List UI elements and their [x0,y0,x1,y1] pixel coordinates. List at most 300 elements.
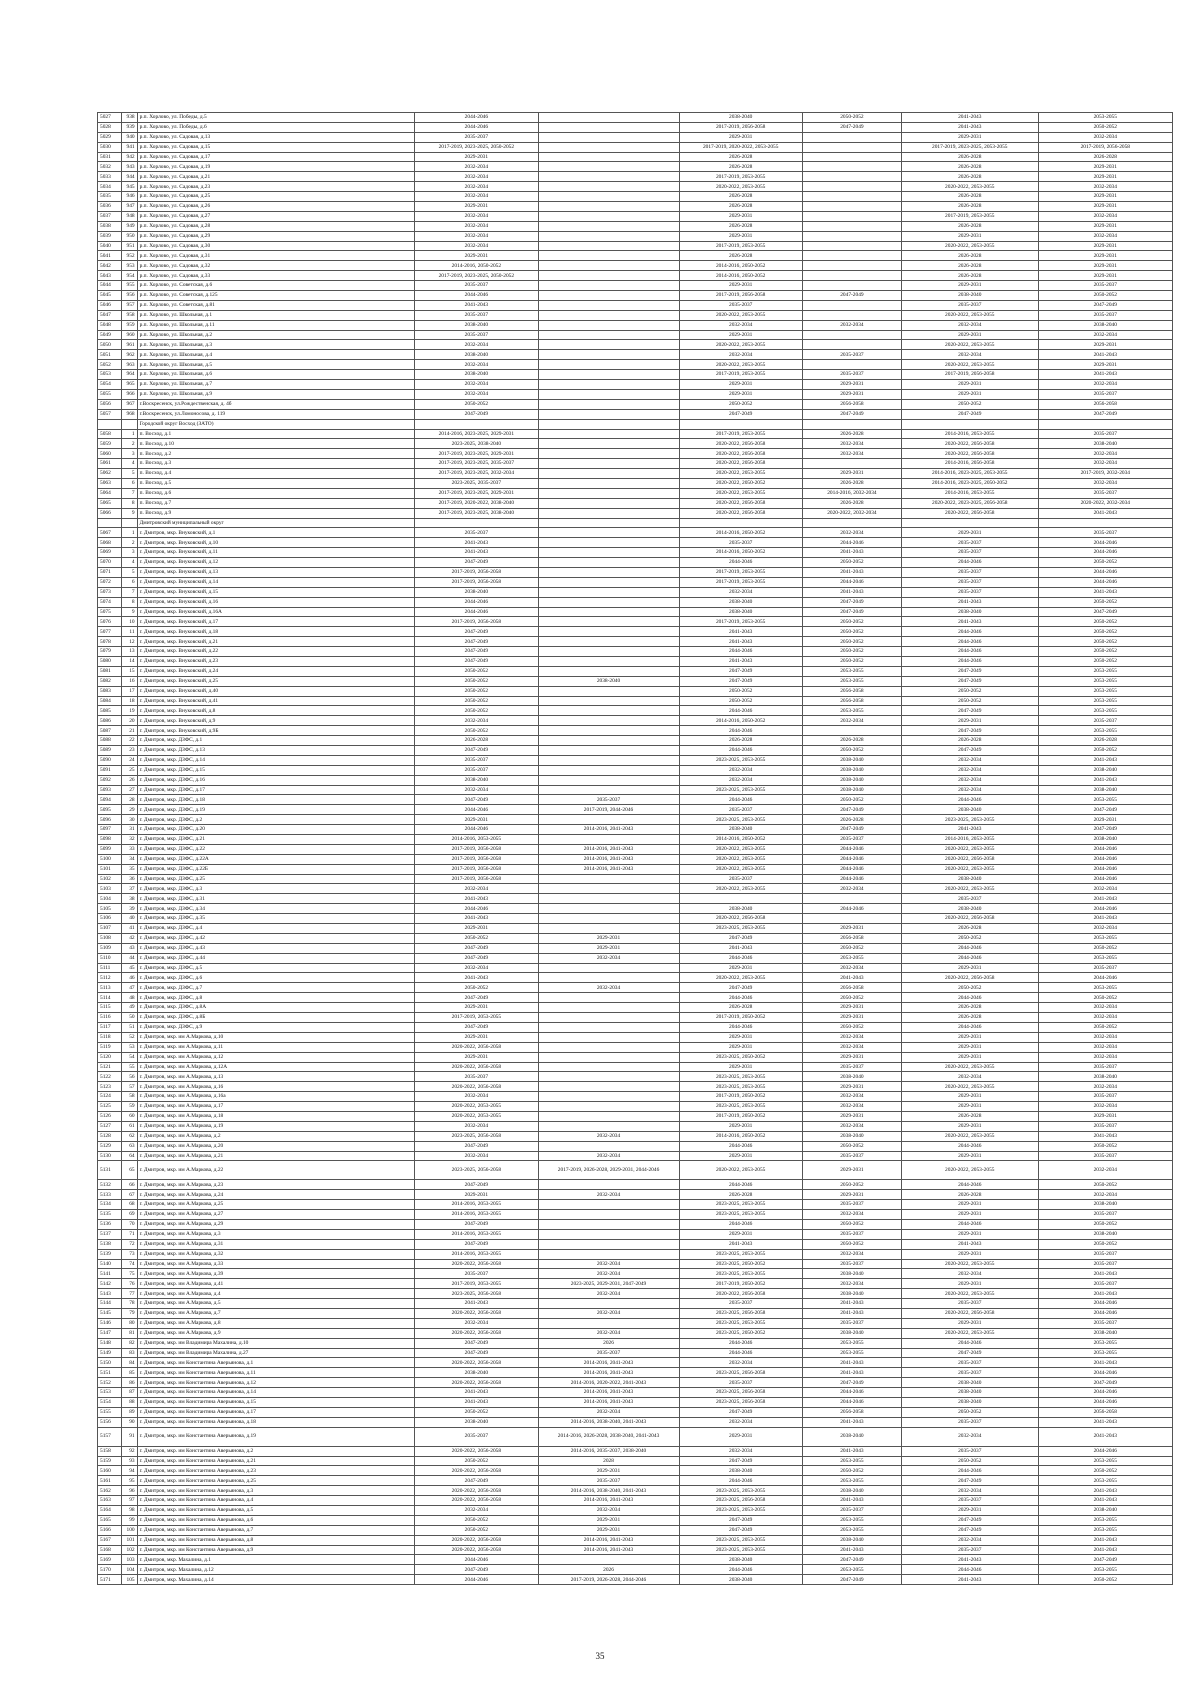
address-cell: г. Дмитров, мкр. им Константина Аверьянова, д.4 [137,1496,415,1506]
period-col-1: 2050-2052 [415,676,538,686]
period-col-2: 2035-2037 [538,1476,679,1486]
period-col-6: 2044-2046 [1038,1299,1172,1309]
period-col-4: 2056-2058 [802,1407,901,1417]
row-number: 63 [122,1141,137,1151]
row-number: 1 [122,528,137,538]
period-col-5: 2047-2049 [901,1476,1038,1486]
period-col-2: 2014-2016, 2020-2022, 2041-2043 [538,1378,679,1388]
period-col-3: 2020-2022, 2056-2058 [679,439,802,449]
address-cell: г. Дмитров, мкр. им Константина Аверьянова, д.15 [137,1398,415,1408]
period-col-5: 2050-2052 [901,1456,1038,1466]
period-col-5: 2032-2034 [901,1486,1038,1496]
section-num-cell [122,518,137,528]
address-cell: п. Восход, д.5 [137,478,415,488]
period-col-6: 2029-2031 [1038,261,1172,271]
period-col-3: 2017-2019, 2020-2022, 2053-2055 [679,142,802,152]
period-col-2: 2014-2016, 2041-2043 [538,1368,679,1378]
period-col-6: 2044-2046 [1038,1388,1172,1398]
period-col-4 [802,261,901,271]
row-id: 5151 [98,1368,122,1378]
period-col-5: 2020-2022, 2053-2055 [901,864,1038,874]
address-cell: г. Дмитров, мкр. им А.Маркова, д.18 [137,1111,415,1121]
row-id: 5114 [98,993,122,1003]
period-col-2 [538,449,679,459]
table-row [98,1003,1173,1013]
period-col-6: 2035-2037 [1038,310,1172,320]
period-col-5: 2020-2022, 2056-2058 [901,439,1038,449]
period-col-2: 2035-2037 [538,795,679,805]
period-col-5: 2038-2040 [901,904,1038,914]
row-number: 960 [122,330,137,340]
address-cell: г. Дмитров, мкр. им А.Маркова, д.33 [137,1259,415,1269]
period-col-1: 2014-2016, 2053-2055 [415,835,538,845]
period-col-3: 2023-2025, 2056-2058 [679,1398,802,1408]
row-id: 5117 [98,1022,122,1032]
row-number: 76 [122,1279,137,1289]
period-col-5: 2020-2022, 2056-2058 [901,449,1038,459]
period-col-1: 2047-2049 [415,953,538,963]
table-row [98,1249,1173,1259]
period-col-6: 2050-2052 [1038,122,1172,132]
table-row [98,1151,1173,1161]
row-number: 75 [122,1269,137,1279]
row-number: 27 [122,785,137,795]
table-row [98,1210,1173,1220]
period-col-6: 2029-2031 [1038,192,1172,202]
address-cell: р.п. Хорлово, ул. Садовая, д.25 [137,192,415,202]
period-col-2 [538,1210,679,1220]
period-col-2 [538,884,679,894]
period-col-2 [538,320,679,330]
row-id: 5080 [98,656,122,666]
period-col-6: 2029-2031 [1038,162,1172,172]
row-number: 83 [122,1348,137,1358]
row-id: 5102 [98,874,122,884]
period-col-6: 2044-2046 [1038,538,1172,548]
row-id: 5112 [98,973,122,983]
table-row [98,132,1173,142]
period-col-4: 2035-2037 [802,1506,901,1516]
period-col-3: 2020-2022, 2053-2055 [679,310,802,320]
period-col-3: 2023-2025, 2053-2055 [679,785,802,795]
period-col-6: 2047-2049 [1038,300,1172,310]
period-col-2: 2017-2019, 2026-2028, 2029-2031, 2044-2046 [538,1161,679,1180]
period-col-6: 2029-2031 [1038,1111,1172,1121]
row-number: 71 [122,1229,137,1239]
period-col-1: 2020-2022, 2056-2058 [415,1259,538,1269]
row-id: 5116 [98,1013,122,1023]
row-id: 5159 [98,1456,122,1466]
table-row [98,1496,1173,1506]
row-id: 5081 [98,666,122,676]
period-col-2: 2032-2034 [538,1328,679,1338]
period-col-2 [538,1092,679,1102]
period-col-2 [538,1042,679,1052]
table-row [98,914,1173,924]
period-col-5: 2029-2031 [901,1052,1038,1062]
table-row [98,844,1173,854]
address-cell: г. Дмитров, мкр. ДЗФС, д.14 [137,755,415,765]
row-id: 5133 [98,1190,122,1200]
period-col-1: 2029-2031 [415,815,538,825]
period-col-2 [538,993,679,1003]
period-col-3: 2014-2016, 2050-2052 [679,1131,802,1141]
period-col-1: 2047-2049 [415,1141,538,1151]
period-col-2: 2014-2016, 2041-2043 [538,854,679,864]
period-col-1: 2023-2025, 2035-2037 [415,478,538,488]
address-cell: р.п. Хорлово, ул. Садовая, д.13 [137,132,415,142]
row-id: 5077 [98,627,122,637]
period-col-1: 2023-2025, 2056-2058 [415,1289,538,1299]
period-col-4: 2038-2040 [802,775,901,785]
address-cell: г. Дмитров, мкр. им А.Маркова, д.20 [137,1141,415,1151]
period-col-1: 2050-2052 [415,686,538,696]
period-col-3: 2023-2025, 2053-2055 [679,1318,802,1328]
period-col-1: 2020-2022, 2056-2058 [415,1535,538,1545]
table-row [98,429,1173,439]
period-col-1: 2029-2031 [415,1052,538,1062]
period-col-6: 2047-2049 [1038,805,1172,815]
address-cell: п. Восход, д.3 [137,459,415,469]
period-col-3: 2026-2028 [679,162,802,172]
period-col-2: 2014-2016, 2041-2043 [538,844,679,854]
row-id: 5084 [98,696,122,706]
period-col-5: 2023-2025, 2053-2055 [901,815,1038,825]
table-row [98,1555,1173,1565]
period-col-6: 2041-2043 [1038,1427,1172,1446]
period-col-1: 2014-2016, 2053-2055 [415,1210,538,1220]
period-col-5: 2026-2028 [901,1013,1038,1023]
table-row [98,1131,1173,1141]
period-col-5: 2044-2046 [901,558,1038,568]
period-col-3: 2029-2031 [679,1151,802,1161]
period-col-4: 2035-2037 [802,1318,901,1328]
period-col-3: 2023-2025, 2053-2055 [679,1535,802,1545]
period-col-4: 2044-2046 [802,864,901,874]
row-number: 56 [122,1072,137,1082]
address-cell: р.п. Хорлово, ул. Советская, д.125 [137,291,415,301]
period-col-6: 2029-2031 [1038,271,1172,281]
period-col-4: 2050-2052 [802,943,901,953]
address-cell: г. Дмитров, мкр. им А.Маркова, д.17 [137,1102,415,1112]
period-col-2: 2032-2034 [538,1506,679,1516]
period-col-6: 2050-2052 [1038,1575,1172,1585]
address-cell: р.п. Хорлово, ул. Садовая, д.19 [137,162,415,172]
section-empty-cell [538,518,679,528]
table-row [98,548,1173,558]
period-col-1: 2032-2034 [415,1092,538,1102]
period-col-2: 2029-2031 [538,1466,679,1476]
period-col-3: 2017-2019, 2053-2055 [679,241,802,251]
row-number: 956 [122,291,137,301]
row-id: 5065 [98,498,122,508]
period-col-4: 2035-2037 [802,1151,901,1161]
table-row [98,152,1173,162]
period-col-6: 2041-2043 [1038,1545,1172,1555]
row-id: 5093 [98,785,122,795]
period-col-5: 2047-2049 [901,676,1038,686]
period-col-2 [538,152,679,162]
period-col-2: 2029-2031 [538,933,679,943]
period-col-1: 2041-2043 [415,973,538,983]
period-col-6: 2056-2058 [1038,1407,1172,1417]
period-col-5: 2044-2046 [901,953,1038,963]
table-row [98,696,1173,706]
period-col-3 [679,894,802,904]
period-col-6: 2032-2034 [1038,182,1172,192]
period-col-4 [802,300,901,310]
address-cell: г. Дмитров, мкр. Внуковский, д.18 [137,627,415,637]
period-col-3: 2017-2019, 2053-2055 [679,172,802,182]
period-col-1: 2035-2037 [415,310,538,320]
period-col-5: 2035-2037 [901,548,1038,558]
period-col-5: 2035-2037 [901,538,1038,548]
period-col-5: 2035-2037 [901,1417,1038,1427]
period-col-1: 2047-2049 [415,746,538,756]
period-col-2: 2032-2034 [538,1308,679,1318]
period-col-5: 2038-2040 [901,291,1038,301]
period-col-4 [802,221,901,231]
row-id: 5106 [98,914,122,924]
table-row [98,1545,1173,1555]
table-row [98,370,1173,380]
row-number: 954 [122,271,137,281]
period-col-3: 2020-2022, 2053-2055 [679,182,802,192]
row-number: 34 [122,854,137,864]
row-id: 5095 [98,805,122,815]
period-col-5: 2044-2046 [901,656,1038,666]
period-col-4: 2053-2055 [802,1525,901,1535]
period-col-1: 2014-2016, 2053-2055 [415,1200,538,1210]
row-id: 5082 [98,676,122,686]
period-col-4: 2038-2040 [802,1289,901,1299]
table-row [98,656,1173,666]
period-col-4: 2029-2031 [802,380,901,390]
period-col-6: 2050-2052 [1038,1466,1172,1476]
period-col-2 [538,291,679,301]
period-col-4: 2050-2052 [802,993,901,1003]
row-id: 5129 [98,1141,122,1151]
period-col-3: 2023-2025, 2053-2055 [679,1072,802,1082]
period-col-6: 2029-2031 [1038,251,1172,261]
period-col-1: 2047-2049 [415,795,538,805]
address-cell: р.п. Хорлово, ул. Школьная, д.3 [137,340,415,350]
period-col-2 [538,182,679,192]
row-id: 5105 [98,904,122,914]
period-col-1: 2044-2046 [415,113,538,123]
period-col-2: 2017-2019, 2026-2028, 2044-2046 [538,1575,679,1585]
row-number: 30 [122,815,137,825]
row-number: 49 [122,1003,137,1013]
row-id: 5076 [98,617,122,627]
period-col-4 [802,162,901,172]
period-col-6: 2044-2046 [1038,844,1172,854]
row-number: 81 [122,1328,137,1338]
row-id: 5153 [98,1388,122,1398]
row-number: 938 [122,113,137,123]
period-col-1: 2041-2043 [415,1398,538,1408]
period-col-5: 2020-2022, 2056-2058 [901,854,1038,864]
row-number: 105 [122,1575,137,1585]
row-id: 5085 [98,706,122,716]
table-row [98,933,1173,943]
period-col-3: 2020-2022, 2053-2055 [679,488,802,498]
row-id: 5035 [98,192,122,202]
period-col-5: 2050-2052 [901,933,1038,943]
section-empty-cell [901,419,1038,429]
period-col-3: 2047-2049 [679,409,802,419]
table-row [98,597,1173,607]
period-col-4: 2035-2037 [802,350,901,360]
period-col-6: 2053-2055 [1038,706,1172,716]
row-id: 5086 [98,716,122,726]
period-col-5: 2029-2031 [901,231,1038,241]
period-col-1: 2014-2016, 2050-2052 [415,261,538,271]
row-id: 5109 [98,943,122,953]
period-col-5: 2038-2040 [901,1378,1038,1388]
period-col-2: 2014-2016, 2035-2037, 2038-2040 [538,1446,679,1456]
table-row [98,1388,1173,1398]
table-row [98,884,1173,894]
period-col-1: 2050-2052 [415,666,538,676]
row-number: 33 [122,844,137,854]
period-col-6: 2032-2034 [1038,449,1172,459]
period-col-1: 2038-2040 [415,1417,538,1427]
period-col-4: 2044-2046 [802,844,901,854]
row-id: 5148 [98,1338,122,1348]
period-col-2: 2032-2034 [538,953,679,963]
row-id: 5043 [98,271,122,281]
period-col-4 [802,192,901,202]
period-col-5: 2035-2037 [901,1358,1038,1368]
row-number: 15 [122,666,137,676]
period-col-2: 2035-2037 [538,1348,679,1358]
period-col-5: 2029-2031 [901,1279,1038,1289]
address-cell: г. Дмитров, мкр. им Константина Аверьянова, д.19 [137,1427,415,1446]
table-row [98,478,1173,488]
period-col-5: 2032-2034 [901,765,1038,775]
table-row [98,924,1173,934]
period-col-6: 2035-2037 [1038,389,1172,399]
address-cell: г. Дмитров, мкр. им А.Маркова, д.31 [137,1239,415,1249]
table-row [98,1269,1173,1279]
period-col-5: 2026-2028 [901,1003,1038,1013]
period-col-2 [538,765,679,775]
row-id: 5064 [98,488,122,498]
period-col-3: 2017-2019, 2056-2058 [679,291,802,301]
period-col-5: 2050-2052 [901,686,1038,696]
period-col-5: 2047-2049 [901,726,1038,736]
period-col-6: 2032-2034 [1038,1052,1172,1062]
period-col-1: 2032-2034 [415,1151,538,1161]
address-cell: г. Дмитров, мкр. ДЗФС, д.3 [137,884,415,894]
table-row [98,1476,1173,1486]
period-col-2 [538,113,679,123]
row-number: 947 [122,202,137,212]
period-col-2 [538,1082,679,1092]
period-col-2 [538,192,679,202]
address-cell: г. Дмитров, мкр. им Константина Аверьянова, д.5 [137,1506,415,1516]
row-id: 5050 [98,340,122,350]
period-col-6: 2038-2040 [1038,835,1172,845]
table-row [98,1161,1173,1180]
row-id: 5092 [98,775,122,785]
period-col-5: 2014-2016, 2023-2025, 2053-2055 [901,469,1038,479]
period-col-1: 2035-2037 [415,1427,538,1446]
row-number: 4 [122,558,137,568]
row-id: 5160 [98,1466,122,1476]
address-cell: г. Дмитров, мкр. ДЗФС, д.19 [137,805,415,815]
period-col-4: 2047-2049 [802,291,901,301]
table-row [98,953,1173,963]
period-col-6: 2050-2052 [1038,637,1172,647]
period-col-4: 2050-2052 [802,1022,901,1032]
period-col-6: 2053-2055 [1038,1348,1172,1358]
table-row [98,1219,1173,1229]
address-cell: г. Дмитров, мкр. ДЗФС, д.1 [137,736,415,746]
period-col-3: 2044-2046 [679,558,802,568]
period-col-4: 2041-2043 [802,1496,901,1506]
address-cell: г. Дмитров, мкр. им А.Маркова, д.21 [137,1151,415,1161]
period-col-2 [538,251,679,261]
period-col-6: 2035-2037 [1038,1062,1172,1072]
address-cell: г. Дмитров, мкр. им А.Маркова, д.3 [137,1229,415,1239]
period-col-1: 2020-2022, 2056-2058 [415,1486,538,1496]
table-row [98,1565,1173,1575]
table-row [98,300,1173,310]
row-id: 5130 [98,1151,122,1161]
address-cell: г. Дмитров, мкр. им А.Маркова, д.11 [137,1042,415,1052]
period-col-5: 2032-2034 [901,755,1038,765]
period-col-3: 2020-2022, 2053-2055 [679,844,802,854]
row-id: 5048 [98,320,122,330]
row-id: 5150 [98,1358,122,1368]
row-number: 77 [122,1289,137,1299]
period-col-1: 2035-2037 [415,281,538,291]
period-col-1: 2017-2019, 2023-2025, 2035-2037 [415,459,538,469]
period-col-4: 2056-2058 [802,399,901,409]
period-col-5: 2047-2049 [901,1348,1038,1358]
row-number: 945 [122,182,137,192]
period-col-1: 2017-2019, 2056-2058 [415,567,538,577]
row-id: 5118 [98,1032,122,1042]
table-row [98,726,1173,736]
period-col-4: 2026-2028 [802,736,901,746]
period-col-5: 2032-2034 [901,785,1038,795]
period-col-2: 2032-2034 [538,1269,679,1279]
period-col-2 [538,1299,679,1309]
address-cell: г. Дмитров, мкр. им Константина Аверьянова, д.1 [137,1358,415,1368]
row-number: 98 [122,1506,137,1516]
period-col-2 [538,370,679,380]
address-cell: г. Дмитров, мкр. ДЗФС, д.16 [137,775,415,785]
period-col-6: 2041-2043 [1038,914,1172,924]
address-cell: г. Дмитров, мкр. ДЗФС, д.20 [137,825,415,835]
period-col-4: 2032-2034 [802,1279,901,1289]
period-col-3: 2044-2046 [679,706,802,716]
period-col-4: 2053-2055 [802,953,901,963]
row-id: 5068 [98,538,122,548]
section-empty-cell [415,419,538,429]
period-col-1: 2044-2046 [415,904,538,914]
row-number: 22 [122,736,137,746]
period-col-1: 2032-2034 [415,192,538,202]
period-col-5: 2044-2046 [901,1466,1038,1476]
period-col-2 [538,350,679,360]
period-col-3: 2023-2025, 2056-2058 [679,1368,802,1378]
period-col-1: 2017-2019, 2056-2058 [415,617,538,627]
period-col-1: 2038-2040 [415,370,538,380]
